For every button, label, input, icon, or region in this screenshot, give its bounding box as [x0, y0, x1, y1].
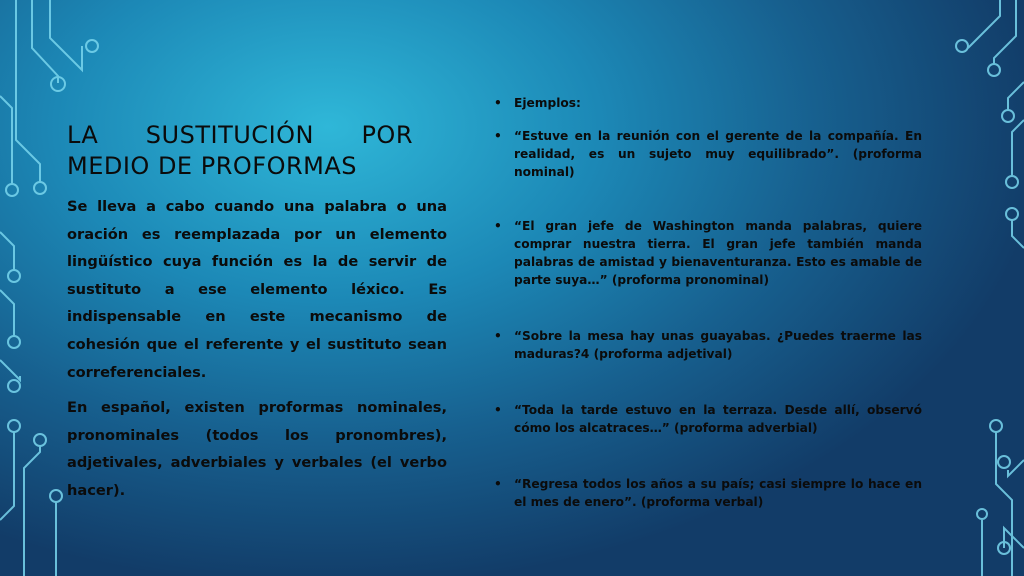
left-text-block	[67, 193, 447, 513]
bullet-icon: •	[494, 219, 502, 233]
examples-heading: Ejemplos:	[514, 96, 581, 110]
example-text: “Regresa todos los años a su país; casi siempre lo hace en el mes de enero”. (proforma verbal)	[514, 477, 922, 509]
examples-list	[494, 94, 922, 511]
bullet-icon: •	[494, 329, 502, 343]
bullet-icon: •	[494, 96, 502, 110]
example-text: “Sobre la mesa hay unas guayabas. ¿Puedes traerme las maduras?4 (proforma adjetival)	[514, 329, 922, 361]
bullet-icon: •	[494, 477, 502, 491]
example-item-nominal	[494, 127, 922, 181]
types-paragraph: En español, existen proformas nominales, pronominales (todos los pronombres), adjetivales, adverbiales y verbales (el verbo hacer).	[67, 399, 447, 499]
bullet-icon: •	[494, 129, 502, 143]
example-text: “El gran jefe de Washington manda palabras, quiere comprar nuestra tierra. El gran jefe también manda palabras de amistad y bienaventuranza. Esto es amable de parte suya…” (proforma pronominal)	[514, 219, 922, 287]
definition-paragraph: Se lleva a cabo cuando una palabra o una oración es reemplazada por un elemento lingüístico cuya función es la de servir de sustituto a ese elemento léxico. Es indispensable en este mecanismo de cohesión que el referente y el sustituto sean correferenciales.	[67, 198, 447, 381]
example-item-adverbial	[494, 401, 922, 437]
example-item-verbal	[494, 475, 922, 511]
example-item-pronominal	[494, 217, 922, 289]
bullet-icon: •	[494, 403, 502, 417]
example-text: “Estuve en la reunión con el gerente de la compañía. En realidad, es un sujeto muy equilibrado”. (proforma nominal)	[514, 129, 922, 179]
slide-title: LA SUSTITUCIÓN POR MEDIO DE PROFORMAS	[67, 121, 413, 180]
examples-heading-item	[494, 94, 922, 112]
example-item-adjectival	[494, 327, 922, 363]
example-text: “Toda la tarde estuvo en la terraza. Desde allí, observó cómo los alcatraces…” (proforma adverbial)	[514, 403, 922, 435]
